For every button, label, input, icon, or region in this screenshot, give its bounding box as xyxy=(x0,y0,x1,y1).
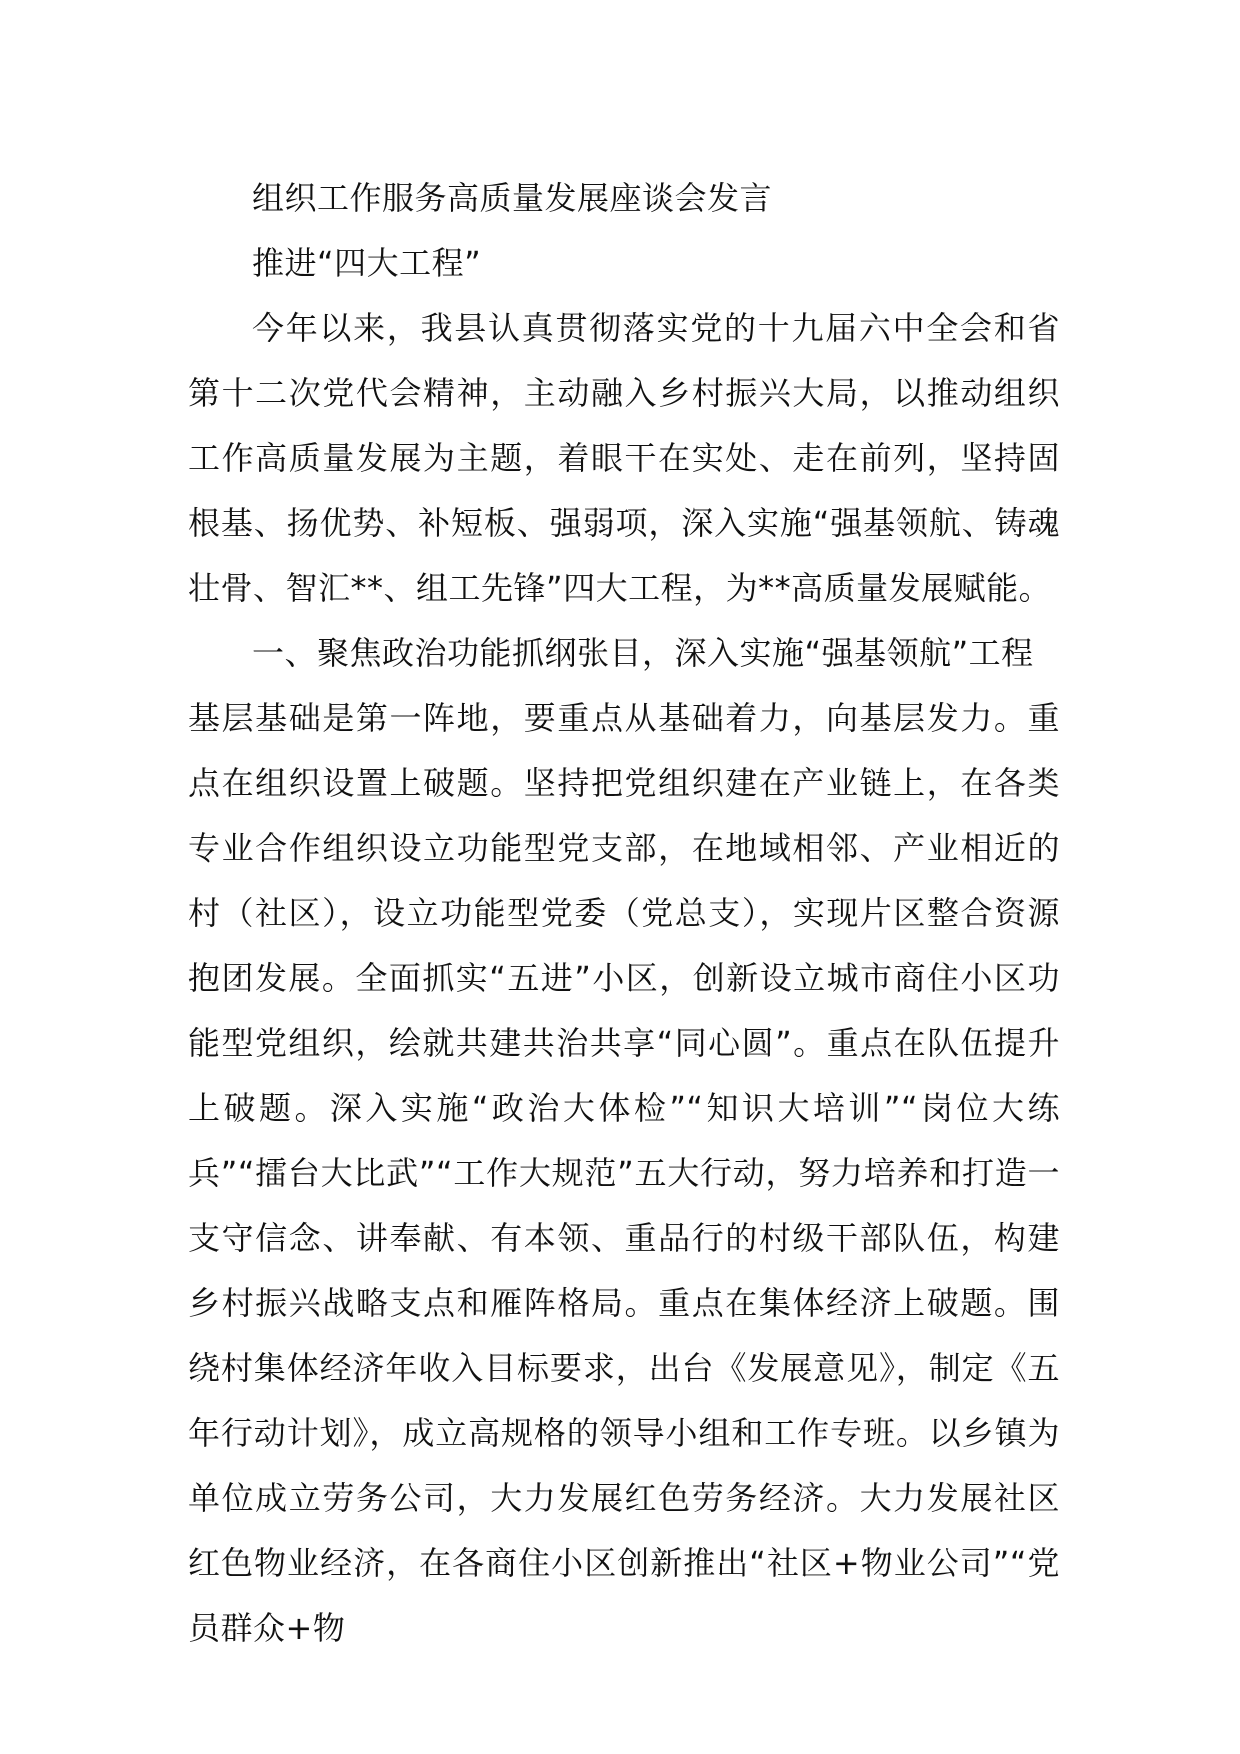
section-heading-1: 一、聚焦政治功能抓纲张目，深入实施“强基领航”工程 xyxy=(252,634,1034,672)
document-body xyxy=(188,166,1060,1661)
document-subtitle: 推进“四大工程” xyxy=(252,244,482,282)
paragraph-intro: 今年以来，我县认真贯彻落实党的十九届六中全会和省第十二次党代会精神，主动融入乡村振兴大局，以推动组织工作高质量发展为主题，着眼干在实处、走在前列，坚持固根基、扬优势、补短板、强弱项，深入实施“强基领航、铸魂壮骨、智汇**、组工先锋”四大工程，为**高质量发展赋能。 xyxy=(188,309,1060,607)
document-title: 组织工作服务高质量发展座谈会发言 xyxy=(252,179,773,217)
paragraph-section-1: 基层基础是第一阵地，要重点从基础着力，向基层发力。重点在组织设置上破题。坚持把党组织建在产业链上，在各类专业合作组织设立功能型党支部，在地域相邻、产业相近的村（社区），设立功能型党委（党总支），实现片区整合资源抱团发展。全面抓实“五进”小区，创新设立城市商住小区功能型党组织，绘就共建共治共享“同心圆”。重点在队伍提升上破题。深入实施“政治大体检”“知识大培训”“岗位大练兵”“擂台大比武”“工作大规范”五大行动，努力培养和打造一支守信念、讲奉献、有本领、重品行的村级干部队伍，构建乡村振兴战略支点和雁阵格局。重点在集体经济上破题。围绕村集体经济年收入目标要求，出台《发展意见》，制定《五年行动计划》，成立高规格的领导小组和工作专班。以乡镇为单位成立劳务公司，大力发展红色劳务经济。大力发展社区红色物业经济，在各商住小区创新推出“社区+物业公司”“党员群众+物 xyxy=(188,699,1060,1647)
